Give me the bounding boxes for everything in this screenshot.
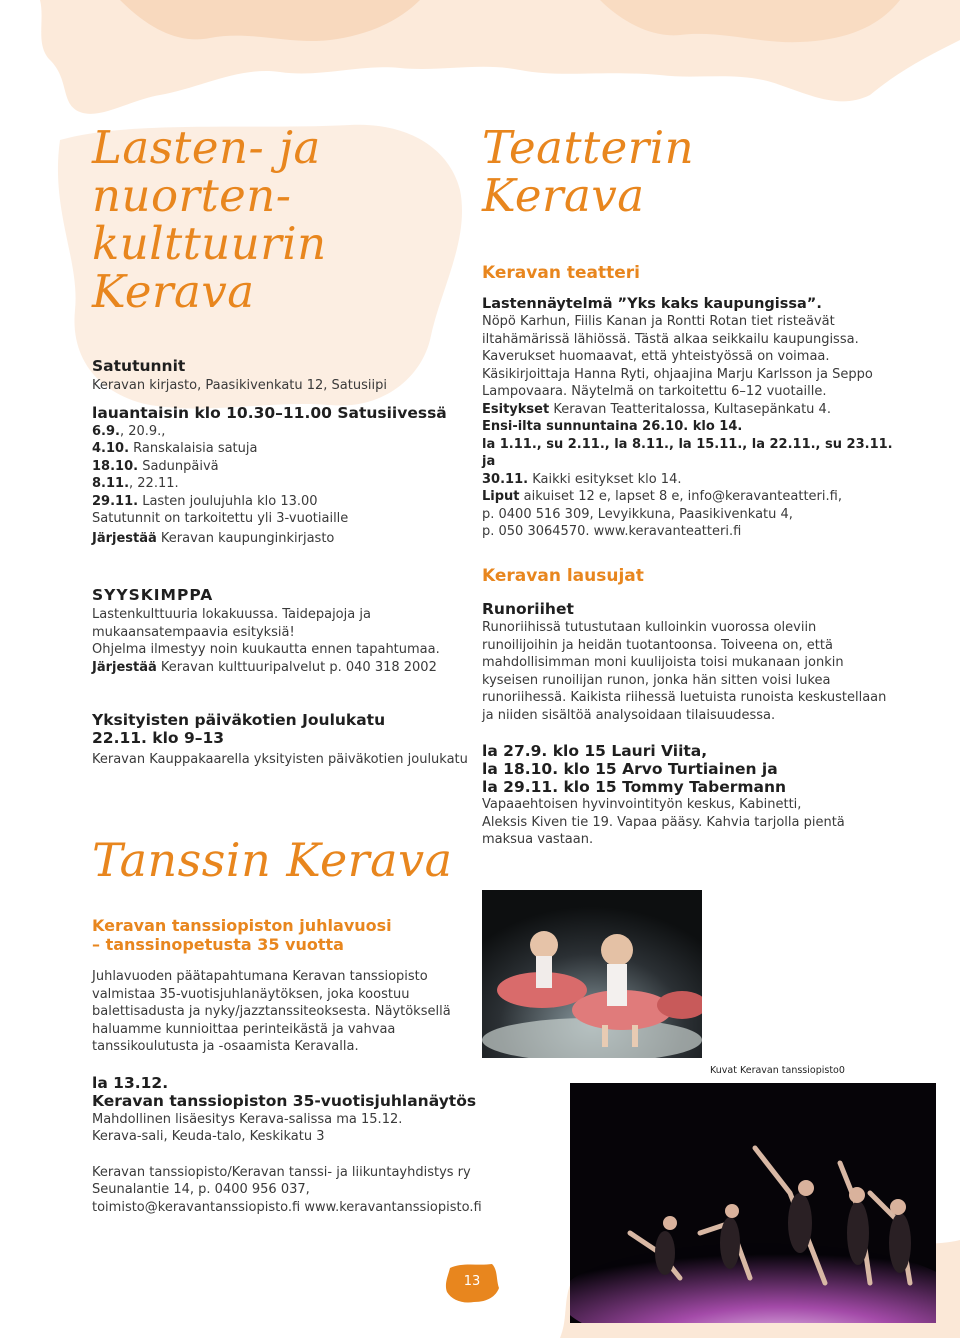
children-dance-photo: [482, 890, 702, 1058]
juhlavuosi-extra: Kerava-sali, Keuda-talo, Keskikatu 3: [92, 1129, 325, 1144]
venue-line: maksua vastaan.: [482, 832, 594, 847]
date-text: Lasten joulujuhla klo 13.00: [138, 493, 318, 509]
satutunnit-organizer: [92, 530, 472, 548]
teatteri-contact: p. 0400 516 309, Levyikkuna, Paasikivenkatu 4,: [482, 506, 793, 522]
satutunnit-date-line: [92, 423, 472, 441]
photo-caption: Kuvat Keravan tanssiopisto0: [710, 1065, 845, 1076]
date: 4.10.: [92, 441, 130, 456]
teatteri-venue: [482, 401, 902, 419]
juhlavuosi-body: [92, 968, 512, 1056]
date-text: , 22.11.: [129, 476, 179, 491]
venue-line: Aleksis Kiven tie 19. Vapaa pääsy. Kahvia tarjolla pientä: [482, 814, 845, 830]
joulukatu-date: 22.11. klo 9–13: [92, 729, 225, 747]
date: 8.11.: [92, 476, 130, 491]
body-line: runoriihessä. Kaikista riihessä luetuista runoista keskustellaan: [482, 690, 887, 705]
tickets-label: Liput: [482, 489, 520, 504]
date-text: , 20.9.,: [119, 423, 166, 439]
desc-line: Lampovaara. Näytelmä on tarkoitettu 6–12 vuotaille.: [482, 384, 827, 399]
date-line: la 18.10. klo 15 Arvo Turtiainen ja: [482, 760, 778, 778]
body-line: kyseisen runoilijan runon, jonka hän sitten voisi lukea: [482, 672, 831, 688]
contact-line: Keravan tanssiopisto/Keravan tanssi- ja liikuntayhdistys ry: [92, 1164, 471, 1180]
organizer-label: Järjestää: [92, 530, 157, 546]
teatteri-dates: la 1.11., su 2.11., la 8.11., la 15.11., la 22.11., su 23.11. ja: [482, 436, 893, 469]
venue-line: Vapaaehtoisen hyvinvointityön keskus, Kabinetti,: [482, 797, 802, 812]
teatteri-title-line: Kerava: [482, 169, 645, 222]
joulukatu-text: Keravan Kauppakaarella yksityisten päiväkotien joulukatu: [92, 752, 468, 767]
date-text: Kaikki esitykset klo 14.: [528, 471, 682, 487]
body-line: ja niiden sisältöä analysoidaan tilaisuudessa.: [482, 707, 776, 723]
desc-line: Nöpö Karhun, Fiilis Kanan ja Rontti Rotan tiet risteävät: [482, 314, 835, 329]
syyskimppa-text: Lastenkulttuuria lokakuussa. Taidepajoja ja: [92, 607, 371, 622]
teatteri-heading: Keravan teatteri: [482, 263, 640, 283]
paint-splash-top: [0, 0, 960, 130]
lausujat-section: [482, 566, 902, 849]
lausujat-subheading: Runoriihet: [482, 600, 574, 618]
body-line: Runoriihissä tutustutaan kulloinkin vuorossa oleviin: [482, 620, 817, 635]
teatteri-dates-last: [482, 471, 902, 489]
juhlavuosi-date: la 13.12.: [92, 1073, 169, 1092]
date: 18.10.: [92, 458, 139, 474]
body-line: valmistaa 35-vuotisjuhlanäytöksen, joka koostuu: [92, 986, 410, 1002]
juhlavuosi-extra: Mahdollinen lisäesitys Kerava-salissa ma 15.12.: [92, 1111, 403, 1127]
children-dance-image: [482, 890, 702, 1058]
venue-label: Esitykset: [482, 401, 550, 417]
main-title-line: Kerava: [92, 265, 255, 318]
syyskimppa-organizer: [92, 659, 472, 677]
satutunnit-date-line: [92, 475, 472, 493]
date-text: Sadunpäivä: [138, 458, 219, 474]
satutunnit-date-line: [92, 493, 472, 511]
main-title: [92, 121, 327, 318]
juhlavuosi-subheading: – tanssinopetusta 35 vuotta: [92, 935, 344, 954]
satutunnit-heading: Satutunnit: [92, 357, 186, 375]
joulukatu-section: [92, 711, 472, 769]
teatteri-show-title: Lastennäytelmä ”Yks kaks kaupungissa”.: [482, 296, 822, 312]
lausujat-heading: Keravan lausujat: [482, 566, 644, 586]
page-number: 13: [463, 1274, 481, 1289]
teatteri-contact: p. 050 3064570. www.keravanteatteri.fi: [482, 524, 742, 539]
syyskimppa-text: Ohjelma ilmestyy noin kuukautta ennen tapahtumaa.: [92, 642, 440, 657]
satutunnit-schedule-heading: lauantaisin klo 10.30–11.00 Satusiivessä: [92, 403, 447, 422]
main-title-line: kulttuurin: [92, 217, 327, 270]
body-line: mahdollisimman moni kuulijoista toisi mukanaan jonkin: [482, 655, 844, 670]
desc-line: iltahämärissä lähiössä. Tästä alkaa seikkailu kaupungissa.: [482, 331, 859, 347]
organizer-label: Järjestää: [92, 659, 157, 675]
venue-text: Keravan Teatteritalossa, Kultasepänkatu 4.: [549, 401, 831, 417]
date: 29.11.: [92, 493, 139, 509]
date: 30.11.: [482, 471, 529, 487]
body-line: tanssikoulutusta ja -osaamista Keravalla.: [92, 1039, 359, 1054]
satutunnit-note: Satutunnit on tarkoitettu yli 3-vuotiaille: [92, 511, 349, 526]
contact-line: Seunalantie 14, p. 0400 956 037,: [92, 1182, 310, 1197]
body-line: haluamme kunnioittaa perinteikästä ja vahvaa: [92, 1021, 396, 1037]
syyskimppa-text: mukaansatempaavia esityksiä!: [92, 624, 295, 640]
body-line: balettisadusta ja nyky/jazztanssiteoksesta. Näytöksellä: [92, 1004, 451, 1019]
desc-line: Kaverukset huomaavat, että yhteistyössä on voimaa.: [482, 349, 830, 364]
juhlavuosi-heading: Keravan tanssiopiston juhlavuosi: [92, 916, 392, 935]
satutunnit-section: [92, 357, 472, 547]
tanssi-title: Tanssin Kerava: [92, 833, 453, 887]
satutunnit-place: Keravan kirjasto, Paasikivenkatu 12, Satusiipi: [92, 378, 387, 393]
date-text: Ranskalaisia satuja: [129, 441, 258, 456]
page-number-badge: [444, 1262, 500, 1304]
teatteri-tickets: [482, 488, 902, 506]
syyskimppa-section: [92, 586, 472, 676]
syyskimppa-heading: SYYSKIMPPA: [92, 586, 214, 604]
lausujat-dates: [482, 742, 902, 796]
joulukatu-heading: Yksityisten päiväkotien Joulukatu: [92, 711, 386, 729]
organizer-name: Keravan kaupunginkirjasto: [156, 530, 335, 546]
stage-dance-photo: [570, 1083, 936, 1323]
satutunnit-date-line: [92, 440, 472, 458]
date-line: la 29.11. klo 15 Tommy Tabermann: [482, 778, 787, 796]
organizer-name: Keravan kulttuuripalvelut p. 040 318 2002: [156, 659, 437, 675]
contact-line: toimisto@keravantanssiopisto.fi www.keravantanssiopisto.fi: [92, 1199, 482, 1215]
main-title-line: nuorten-: [92, 169, 292, 222]
date-line: la 27.9. klo 15 Lauri Viita,: [482, 742, 708, 760]
juhlavuosi-contact: [92, 1164, 512, 1217]
tickets-text: aikuiset 12 e, lapset 8 e, info@keravanteatteri.fi,: [519, 489, 842, 504]
desc-line: Käsikirjoittaja Hanna Ryti, ohjaajina Marju Karlsson ja Seppo: [482, 366, 873, 382]
teatteri-title: [482, 121, 695, 222]
satutunnit-date-line: [92, 458, 472, 476]
stage-dance-image: [570, 1083, 936, 1323]
date: 6.9.: [92, 423, 120, 439]
teatteri-title-line: Teatterin: [482, 121, 695, 174]
main-title-line: Lasten- ja: [92, 121, 321, 174]
juhlavuosi-section: [92, 916, 512, 1216]
body-line: Juhlavuoden päätapahtumana Keravan tanssiopisto: [92, 969, 428, 984]
teatteri-premiere: Ensi-ilta sunnuntaina 26.10. klo 14.: [482, 419, 743, 434]
body-line: runoilijoihin ja heidän tuotantoonsa. Toiveena on, että: [482, 637, 833, 653]
juhlavuosi-show-title: Keravan tanssiopiston 35-vuotisjuhlanäytös: [92, 1091, 477, 1110]
keravan-teatteri-section: [482, 263, 902, 541]
